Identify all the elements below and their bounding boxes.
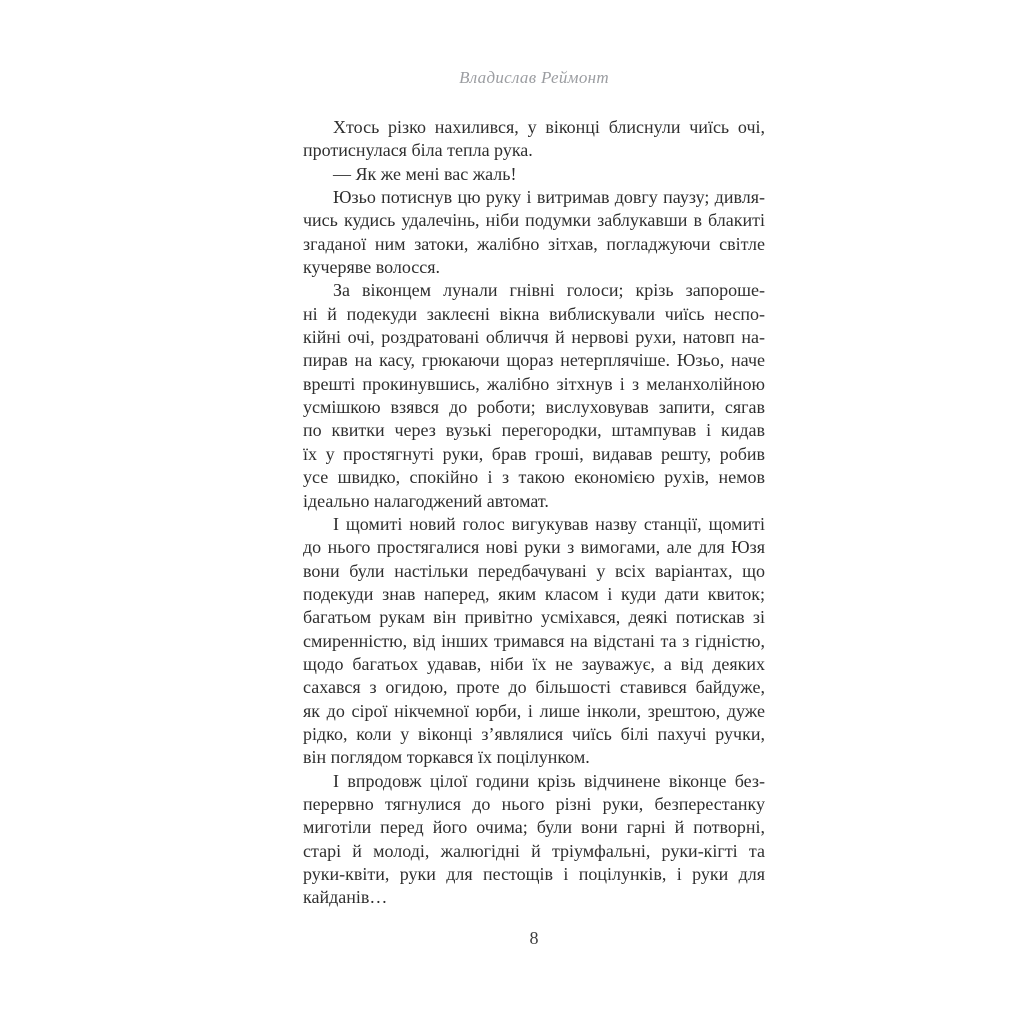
text-line: миготіли перед його очима; були вони гарні й потворні, bbox=[303, 817, 765, 838]
text-line: перервно тягнулися до нього різні руки, безперестанку bbox=[303, 793, 765, 814]
text-line: кійні очі, роздратовані обличчя й нервові рухи, натовп на- bbox=[303, 327, 765, 348]
page-number: 8 bbox=[529, 928, 539, 948]
text-line: усе швидко, спокійно і з такою економією рухів, немов bbox=[303, 467, 765, 488]
text-line: як до сірої нікчемної юрби, і лише інколи, зрештою, дуже bbox=[303, 700, 765, 721]
text-line: врешті прокинувшись, жалібно зітхнув і з меланхолійною bbox=[303, 373, 765, 394]
text-line: рідко, коли у віконці з’являлися чиїсь білі пахучі ручки, bbox=[303, 723, 765, 744]
text-line: багатьом рукам він привітно усміхався, деякі потискав зі bbox=[303, 607, 765, 628]
text-block bbox=[303, 116, 765, 910]
text-line: подекуди знав наперед, яким класом і куди дати квиток; bbox=[303, 583, 765, 604]
text-line: І щомиті новий голос вигукував назву станції, щомиті bbox=[333, 513, 765, 534]
text-line: протиснулася біла тепла рука. bbox=[303, 140, 533, 161]
text-line: щодо багатьох удавав, ніби їх не зауважує, а від деяких bbox=[303, 653, 765, 674]
text-line: смиренністю, від інших тримався на відстані та з гідністю, bbox=[303, 630, 765, 651]
text-line: пирав на касу, грюкаючи щораз нетерплячіше. Юзьо, наче bbox=[303, 350, 765, 371]
text-line: руки-квіти, руки для пестощів і поцілунків, і руки для bbox=[303, 864, 765, 884]
text-line: ідеально налагоджений автомат. bbox=[303, 490, 549, 511]
text-line: згаданої ним затоки, жалібно зітхав, погладжуючи світле bbox=[303, 233, 765, 254]
paragraph bbox=[303, 116, 765, 163]
text-line: до нього простягалися нові руки з вимогами, але для Юзя bbox=[303, 537, 765, 558]
text-line: усмішкою взявся до роботи; вислуховував запити, сягав bbox=[303, 397, 765, 418]
text-line: Юзьо потиснув цю руку і витримав довгу паузу; дивля- bbox=[333, 187, 765, 208]
text-line: по квитки через вузькі перегородки, штампував і кидав bbox=[303, 420, 765, 441]
text-line: кайданів… bbox=[303, 887, 388, 908]
paragraph bbox=[303, 186, 765, 279]
paragraph bbox=[303, 770, 765, 910]
running-header: Владислав Реймонт bbox=[459, 68, 609, 87]
paragraph bbox=[303, 279, 765, 512]
text-line: ні й подекуди заклеєні вікна виблискували чиїсь неспо- bbox=[303, 303, 765, 324]
text-line: За віконцем лунали гнівні голоси; крізь запороше- bbox=[333, 280, 765, 301]
text-line: кучеряве волосся. bbox=[303, 257, 441, 278]
paragraph bbox=[303, 163, 765, 186]
text-line: він поглядом торкався їх поцілунком. bbox=[303, 747, 590, 768]
text-line: — Як же мені вас жаль! bbox=[333, 163, 517, 184]
text-line: Хтось різко нахилився, у віконці блиснули чиїсь очі, bbox=[333, 117, 765, 137]
paragraph bbox=[303, 513, 765, 770]
text-line: їх у простягнуті руки, брав гроші, видавав решту, робив bbox=[303, 443, 765, 464]
text-line: вони були настільки передбачувані у всіх варіантах, що bbox=[303, 560, 765, 581]
text-line: старі й молоді, жалюгідні й тріумфальні, руки-кігті та bbox=[303, 840, 765, 861]
text-line: сахався з огидою, проте до більшості ставився байдуже, bbox=[303, 677, 765, 698]
text-line: чись кудись удалечінь, ніби подумки заблукавши в блакиті bbox=[303, 210, 765, 231]
text-line: І впродовж цілої години крізь відчинене віконце без- bbox=[333, 770, 765, 791]
